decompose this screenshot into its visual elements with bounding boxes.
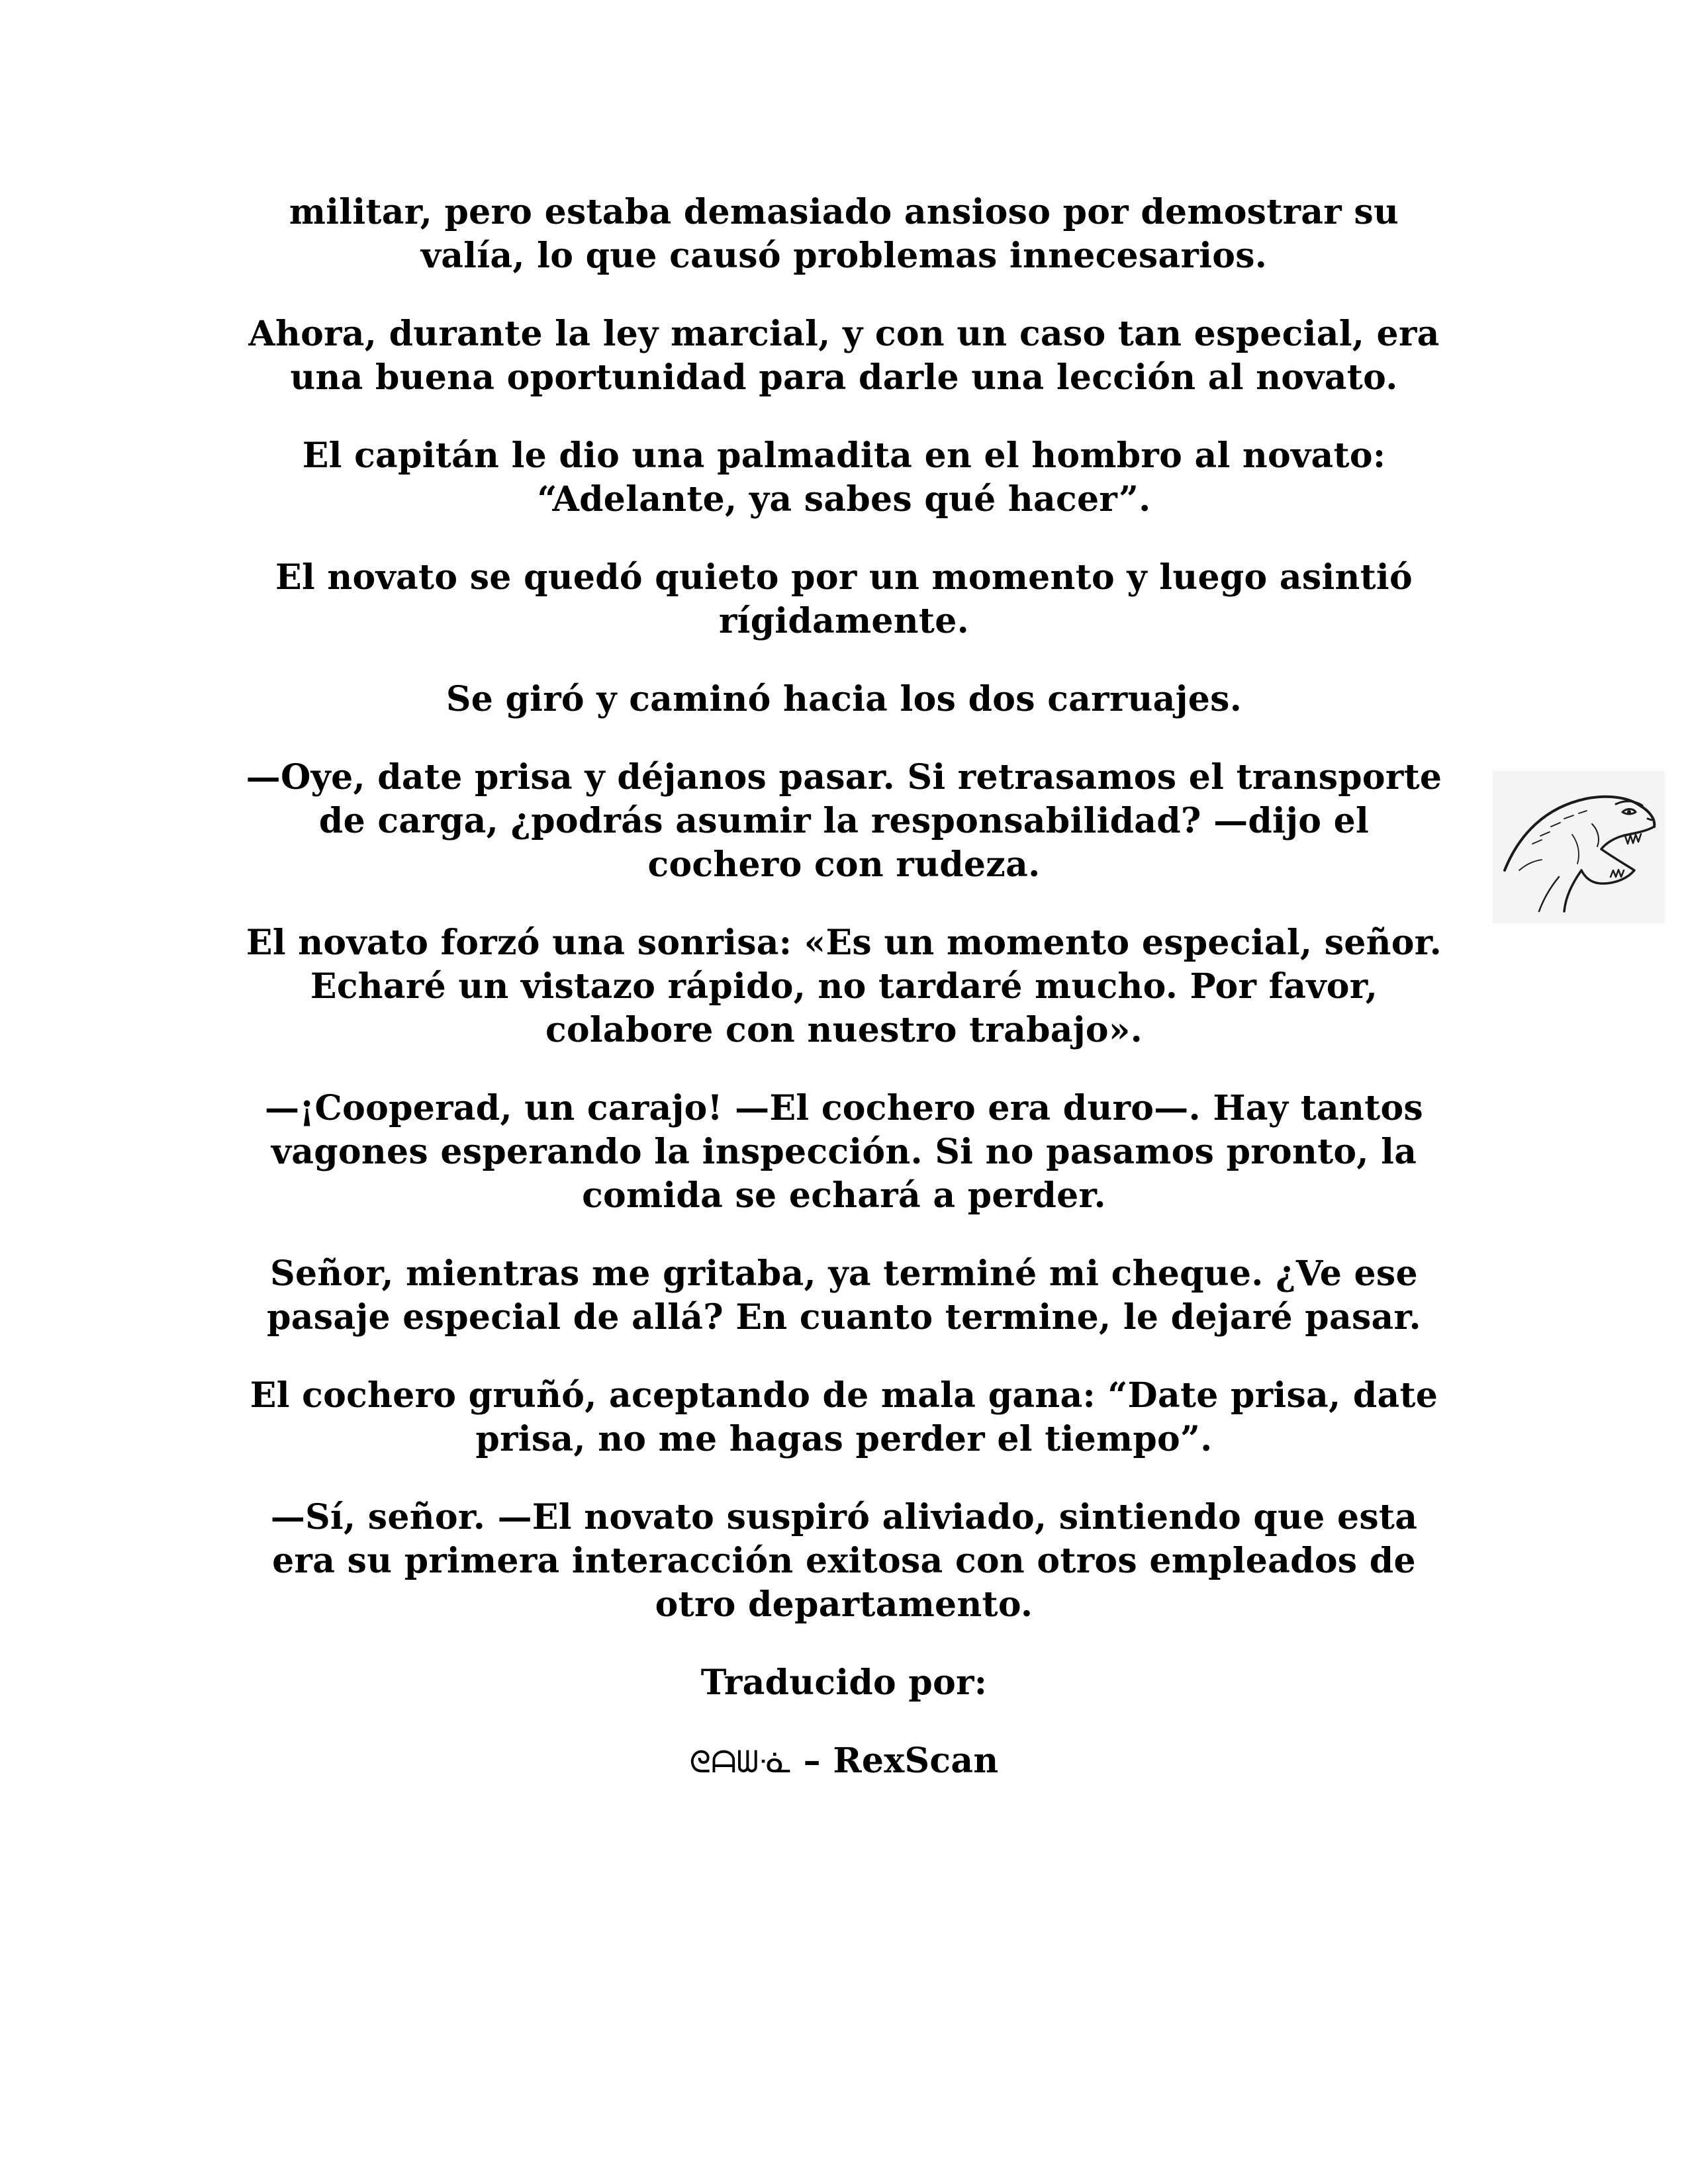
paragraph-4: El novato se quedó quieto por un momento y luego asintió rígidamente. [275,557,1413,641]
credits-line [238,1739,1450,1784]
credits-separator: – [791,1741,833,1781]
paragraph-5: Se giró y caminó hacia los dos carruajes. [445,679,1243,719]
paragraph-8: —¡Cooperad, un carajo! —El cochero era duro—. Hay tantos vagones esperando la inspección. Si no pasamos pronto, la comida se echará a perder. [264,1088,1423,1216]
paragraph-2: Ahora, durante la ley marcial, y con un caso tan especial, era una buena oportunidad para darle una lección al novato. [248,314,1440,398]
paragraph-10: El cochero gruñó, aceptando de mala gana: “Date prisa, date prisa, no me hagas perder el tiempo”. [250,1375,1438,1459]
paragraph-3: El capitán le dio una palmadita en el hombro al novato: “Adelante, ya sabes qué hacer”. [302,435,1386,520]
group-name: RexScan [833,1741,999,1781]
translator-name: ᘓᗩᗯᓍ [689,1744,792,1780]
paragraph-1: militar, pero estaba demasiado ansioso por demostrar su valía, lo que causó problemas innecesarios. [289,192,1399,276]
text-column [238,191,1450,1784]
credits-label: Traducido por: [700,1662,988,1703]
dinosaur-head-sketch-icon [1493,771,1665,923]
paragraph-6: —Oye, date prisa y déjanos pasar. Si retrasamos el transporte de carga, ¿podrás asumir la responsabilidad? —dijo el cochero con rudeza. [246,757,1442,885]
dinosaur-head-svg [1493,771,1665,923]
paragraph-11: —Sí, señor. —El novato suspiró aliviado, sintiendo que esta era su primera interacción exitosa con otros empleados de otro departamento. [270,1497,1418,1625]
paragraph-9: Señor, mientras me gritaba, ya terminé mi cheque. ¿Ve ese pasaje especial de allá? En cuanto termine, le dejaré pasar. [267,1253,1421,1338]
paragraph-7: El novato forzó una sonrisa: «Es un momento especial, señor. Echaré un vistazo rápido, no tardaré mucho. Por favor, colabore con nuestro trabajo». [246,923,1442,1050]
